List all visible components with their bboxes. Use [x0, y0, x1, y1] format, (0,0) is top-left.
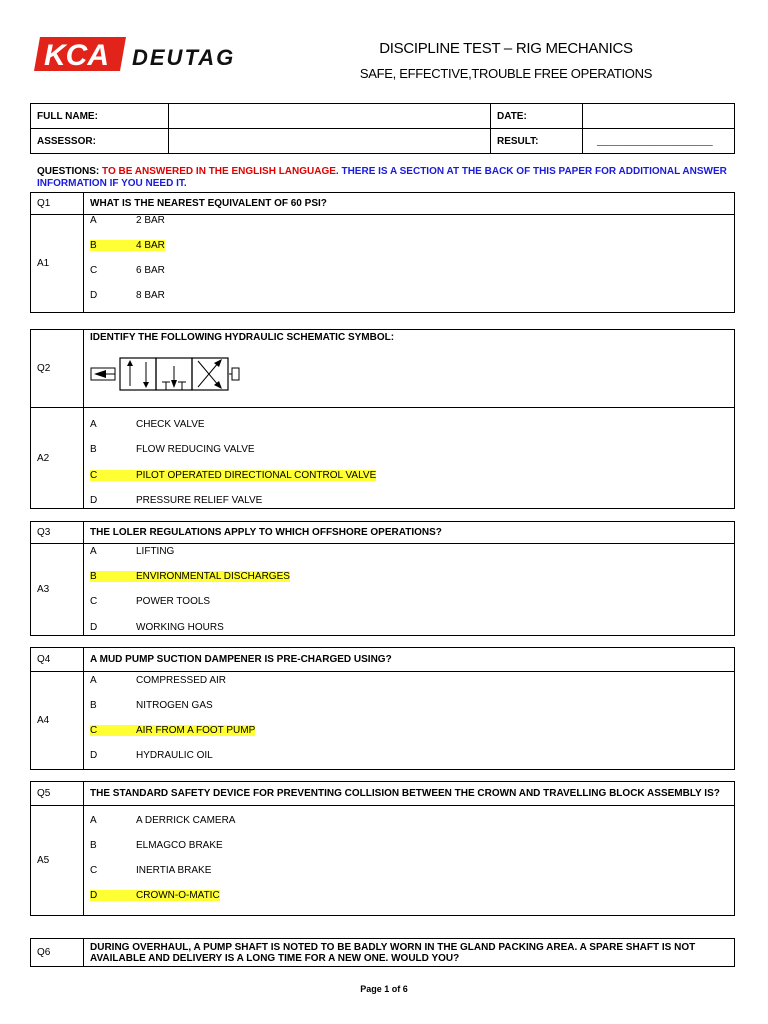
option-c[interactable]: C AIR FROM A FOOT PUMP [90, 725, 256, 736]
question-number: Q1 [31, 193, 84, 215]
option-b[interactable]: B ENVIRONMENTAL DISCHARGES [90, 571, 290, 582]
option-d[interactable]: D WORKING HOURS [90, 622, 224, 633]
option-a[interactable]: A LIFTING [90, 546, 175, 557]
logo-deutag-text: DEUTAG [132, 45, 236, 70]
candidate-info-table [30, 103, 735, 154]
question-block-q2 [30, 329, 735, 509]
question-text: WHAT IS THE NEAREST EQUIVALENT OF 60 PSI? [84, 193, 735, 215]
document-title: DISCIPLINE TEST – RIG MECHANICS [379, 40, 633, 57]
option-b[interactable]: B FLOW REDUCING VALVE [90, 444, 255, 455]
assessor-label: ASSESSOR: [31, 129, 169, 154]
question-block-q6 [30, 938, 735, 967]
hydraulic-valve-symbol-icon [90, 356, 240, 392]
answer-options [84, 215, 735, 313]
option-a[interactable]: A A DERRICK CAMERA [90, 815, 236, 826]
option-d[interactable]: D 8 BAR [90, 290, 165, 301]
option-b[interactable]: B 4 BAR [90, 240, 165, 251]
question-block-q3 [30, 521, 735, 636]
option-d[interactable]: D HYDRAULIC OIL [90, 750, 213, 761]
instructions [37, 166, 727, 190]
instructions-language: TO BE ANSWERED IN THE ENGLISH LANGUAGE [102, 166, 336, 177]
answer-number: A3 [31, 544, 84, 636]
option-a[interactable]: A CHECK VALVE [90, 419, 205, 430]
answer-options [84, 672, 735, 770]
option-c[interactable]: C INERTIA BRAKE [90, 865, 212, 876]
option-c[interactable]: C 6 BAR [90, 265, 165, 276]
answer-options [84, 806, 735, 916]
option-b[interactable]: B ELMAGCO BRAKE [90, 840, 223, 851]
kca-deutag-logo [34, 35, 270, 73]
answer-number: A5 [31, 806, 84, 916]
question-block-q4 [30, 647, 735, 770]
answer-number: A1 [31, 215, 84, 313]
question-text: A MUD PUMP SUCTION DAMPENER IS PRE-CHARGED USING? [84, 648, 735, 672]
option-d[interactable]: D PRESSURE RELIEF VALVE [90, 495, 263, 506]
option-c[interactable]: C PILOT OPERATED DIRECTIONAL CONTROL VALVE [90, 470, 377, 481]
assessor-field[interactable] [169, 129, 491, 154]
question-text: IDENTIFY THE FOLLOWING HYDRAULIC SCHEMATIC SYMBOL: [90, 332, 395, 343]
full-name-field[interactable] [169, 104, 491, 129]
date-label: DATE: [491, 104, 583, 129]
question-cell [84, 330, 735, 408]
date-field[interactable] [583, 104, 735, 129]
question-number: Q4 [31, 648, 84, 672]
question-text: THE STANDARD SAFETY DEVICE FOR PREVENTING COLLISION BETWEEN THE CROWN AND TRAVELLING BLOCK ASSEMBLY IS? [84, 782, 735, 806]
result-field[interactable]: __________________________ [583, 129, 735, 154]
question-number: Q6 [31, 939, 84, 967]
question-number: Q5 [31, 782, 84, 806]
result-label: RESULT: [491, 129, 583, 154]
instructions-lead: QUESTIONS: [37, 166, 100, 177]
question-text: DURING OVERHAUL, A PUMP SHAFT IS NOTED TO BE BADLY WORN IN THE GLAND PACKING AREA. A SPARE SHAFT IS NOT AVAILABLE AND DELIVERY IS A LONG TIME FOR A NEW ONE. WOULD YOU? [84, 939, 735, 967]
option-a[interactable]: A 2 BAR [90, 215, 165, 226]
option-d[interactable]: D CROWN-O-MATIC [90, 890, 220, 901]
page-number: Page 1 of 6 [360, 984, 408, 994]
question-number: Q3 [31, 522, 84, 544]
logo-kca-text: KCA [44, 39, 109, 72]
answer-options [84, 408, 735, 509]
question-text: THE LOLER REGULATIONS APPLY TO WHICH OFFSHORE OPERATIONS? [84, 522, 735, 544]
question-number: Q2 [31, 330, 84, 408]
option-b[interactable]: B NITROGEN GAS [90, 700, 213, 711]
instructions-additional-info: . THERE IS A SECTION AT THE BACK OF THIS PAPER FOR ADDITIONAL ANSWER INFORMATION IF YOU NEED IT. [37, 166, 727, 189]
document-subtitle: SAFE, EFFECTIVE,TROUBLE FREE OPERATIONS [359, 66, 653, 81]
question-block-q1 [30, 192, 735, 313]
question-block-q5 [30, 781, 735, 916]
option-a[interactable]: A COMPRESSED AIR [90, 675, 227, 686]
full-name-label: FULL NAME: [31, 104, 169, 129]
answer-options [84, 544, 735, 636]
answer-number: A4 [31, 672, 84, 770]
option-c[interactable]: C POWER TOOLS [90, 596, 211, 607]
answer-number: A2 [31, 408, 84, 509]
